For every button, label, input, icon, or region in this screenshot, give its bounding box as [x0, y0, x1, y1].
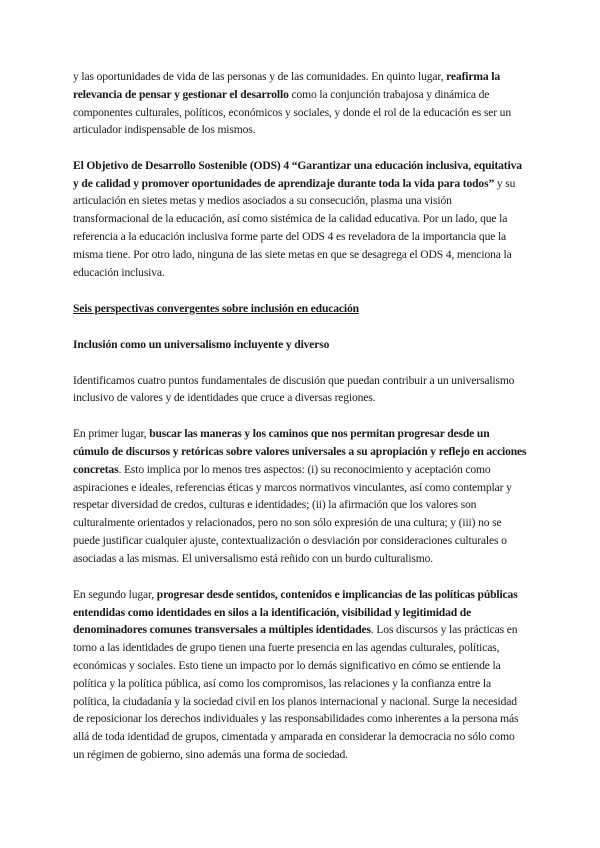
paragraph-quinto-lugar: y las oportunidades de vida de las personas y de las comunidades. En quinto lugar, reafirma la relevancia de pensar y gestionar el desarrollo como la conjunción trabajosa y dinámica de componentes culturales, políticos, económicos y sociales, y donde el rol de la educación es ser un articulador indispensable de los mismos. — [73, 70, 511, 137]
bold-phrase: buscar las maneras y los caminos que nos permitan progresar desde un cúmulo de discursos y retóricas sobre valores universales a su apropiación y reflejo en acciones concretas — [73, 427, 527, 476]
bold-phrase: reafirma la relevancia de pensar y gestionar el desarrollo — [73, 70, 500, 101]
section-heading: Seis perspectivas convergentes sobre inclusión en educación — [73, 301, 359, 315]
paragraph-primer-lugar: En primer lugar, buscar las maneras y los caminos que nos permitan progresar desde un cúmulo de discursos y retóricas sobre valores universales a su apropiación y reflejo en acciones concretas. Esto implica por lo menos tres aspectos: (i) su reconocimiento y aceptación como aspiraciones e ideales, referencias éticas y marcos normativos vinculantes, así como contemplar y respetar diversidad de credos, culturas e identidades; (ii) la afirmación que los valores son culturalmente orientados y relacionados, pero no son sólo expresión de una cultura; y (iii) no se puede justificar cualquier ajuste, contextualización o desviación por consideraciones culturales o asociadas a las mismas. El universalismo está reñido con un burdo culturalismo. — [73, 427, 527, 565]
bold-phrase: El Objetivo de Desarrollo Sostenible (ODS) 4 “Garantizar una educación inclusiva, equitativa y de calidad y promover oportunidades de aprendizaje durante toda la vida para todos” — [73, 158, 522, 190]
paragraph-cuatro-puntos: Identificamos cuatro puntos fundamentales de discusión que puedan contribuir a un universalismo inclusivo de valores y de identidades que cruce a diversas regiones. — [73, 373, 515, 405]
paragraph-segundo-lugar: En segundo lugar, progresar desde sentidos, contenidos e implicancias de las políticas públicas entendidas como identidades en silos a la identificación, visibilidad y legitimidad de denominadores comunes transversales a múltiples identidades. Los discursos y las prácticas en torno a las identidades de grupo tienen una fuerte presencia en las agendas culturales, políticas, económicas y sociales. Esto tiene un impacto por lo demás significativo en cómo se entiende la política y la política pública, así como los compromisos, las relaciones y la confianza entre la política, la ciudadanía y la sociedad civil en los planos internacional y nacional. Surge la necesidad de reposicionar los derechos individuales y las responsabilidades como inherentes a la persona más allá de toda identidad de grupos, cimentada y amparada en considerar la democracia no sólo como un régimen de gobierno, sino además una forma de sociedad. — [73, 587, 519, 762]
sub-heading: Inclusión como un universalismo incluyente y diverso — [73, 337, 330, 351]
document-body — [73, 68, 528, 764]
bold-phrase: progresar desde sentidos, contenidos e implicancias de las políticas públicas entendidas como identidades en silos a la identificación, visibilidad y legitimidad de denominadores comunes transversales a múltiples identidades — [73, 587, 518, 637]
paragraph-ods4: El Objetivo de Desarrollo Sostenible (ODS) 4 “Garantizar una educación inclusiva, equitativa y de calidad y promover oportunidades de aprendizaje durante toda la vida para todos” y su articulación en sietes metas y medios asociados a su consecución, plasma una visión transformacional de la educación, así como sistémica de la calidad educativa. Por un lado, que la referencia a la educación inclusiva forme parte del ODS 4 es reveladora de la importancia que la misma tiene. Por otro lado, ninguna de las siete metas en que se desagrega el ODS 4, menciona la educación inclusiva. — [73, 158, 522, 279]
